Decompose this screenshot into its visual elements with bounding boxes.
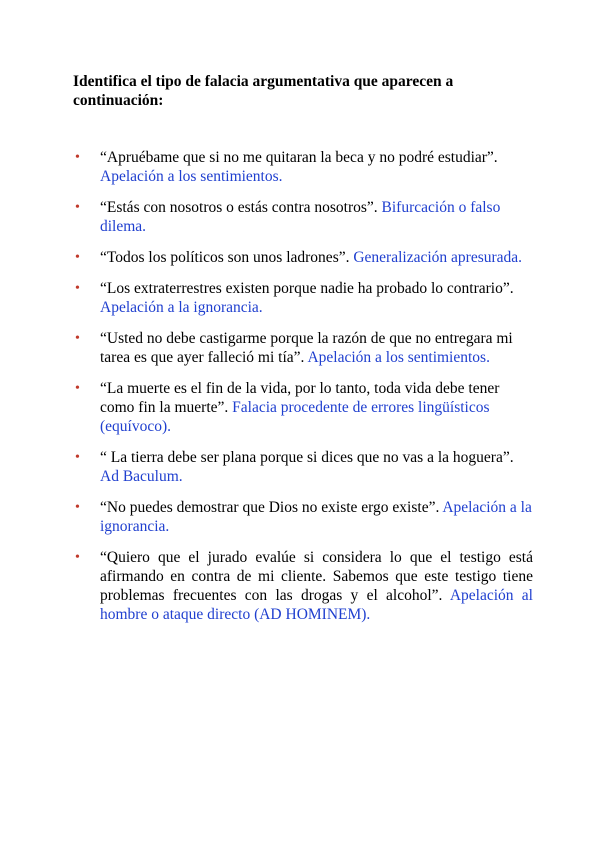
bullet-icon: • (75, 250, 80, 265)
list-item (73, 448, 533, 486)
list-item (73, 279, 533, 317)
list-item (73, 379, 533, 436)
list-item (73, 498, 533, 536)
statement-text: “Estás con nosotros o estás contra nosotros”. (100, 199, 378, 216)
statement-text: “Los extraterrestres existen porque nadie ha probado lo contrario”. (100, 280, 514, 297)
fallacy-list (73, 148, 533, 636)
statement-text: “Usted no debe castigarme porque la razón de que no entregara mi tarea es que ayer falleció mi tía”. (100, 330, 513, 366)
list-item (73, 248, 533, 267)
statement-text: “Todos los políticos son unos ladrones”. (100, 249, 350, 266)
list-item (73, 198, 533, 236)
statement-text: “La muerte es el fin de la vida, por lo tanto, toda vida debe tener como fin la muerte”. (100, 380, 500, 416)
bullet-icon: • (75, 450, 80, 465)
fallacy-answer: Apelación a la ignorancia. (100, 499, 532, 535)
fallacy-answer: Falacia procedente de errores lingüísticos (equívoco). (100, 399, 490, 435)
bullet-icon: • (75, 500, 80, 515)
page-title: Identifica el tipo de falacia argumentativa que aparecen a continuación: (73, 73, 454, 109)
bullet-icon: • (75, 331, 80, 346)
fallacy-answer: Bifurcación o falso dilema. (100, 199, 501, 235)
list-item (73, 148, 533, 186)
fallacy-answer: Generalización apresurada. (353, 249, 523, 266)
statement-text: “Apruébame que si no me quitaran la beca y no podré estudiar”. (100, 149, 498, 166)
fallacy-answer: Apelación al hombre o ataque directo (AD HOMINEM). (100, 587, 533, 623)
list-item (73, 329, 533, 367)
bullet-icon: • (75, 381, 80, 396)
list-item (73, 548, 533, 624)
fallacy-answer: Apelación a la ignorancia. (100, 299, 263, 316)
fallacy-answer: Apelación a los sentimientos. (307, 349, 490, 366)
bullet-icon: • (75, 281, 80, 296)
bullet-icon: • (75, 200, 80, 215)
fallacy-answer: Ad Baculum. (100, 468, 183, 485)
statement-text: “ La tierra debe ser plana porque si dices que no vas a la hoguera”. (100, 449, 514, 466)
fallacy-answer: Apelación a los sentimientos. (100, 168, 283, 185)
bullet-icon: • (75, 150, 80, 165)
statement-text: “No puedes demostrar que Dios no existe ergo existe”. (100, 499, 440, 516)
bullet-icon: • (75, 550, 80, 565)
statement-text: “Quiero que el jurado evalúe si considera lo que el testigo está afirmando en contra de mi cliente. Sabemos que este testigo tiene problemas frecuentes con las drogas y el alcohol”. (100, 549, 533, 604)
